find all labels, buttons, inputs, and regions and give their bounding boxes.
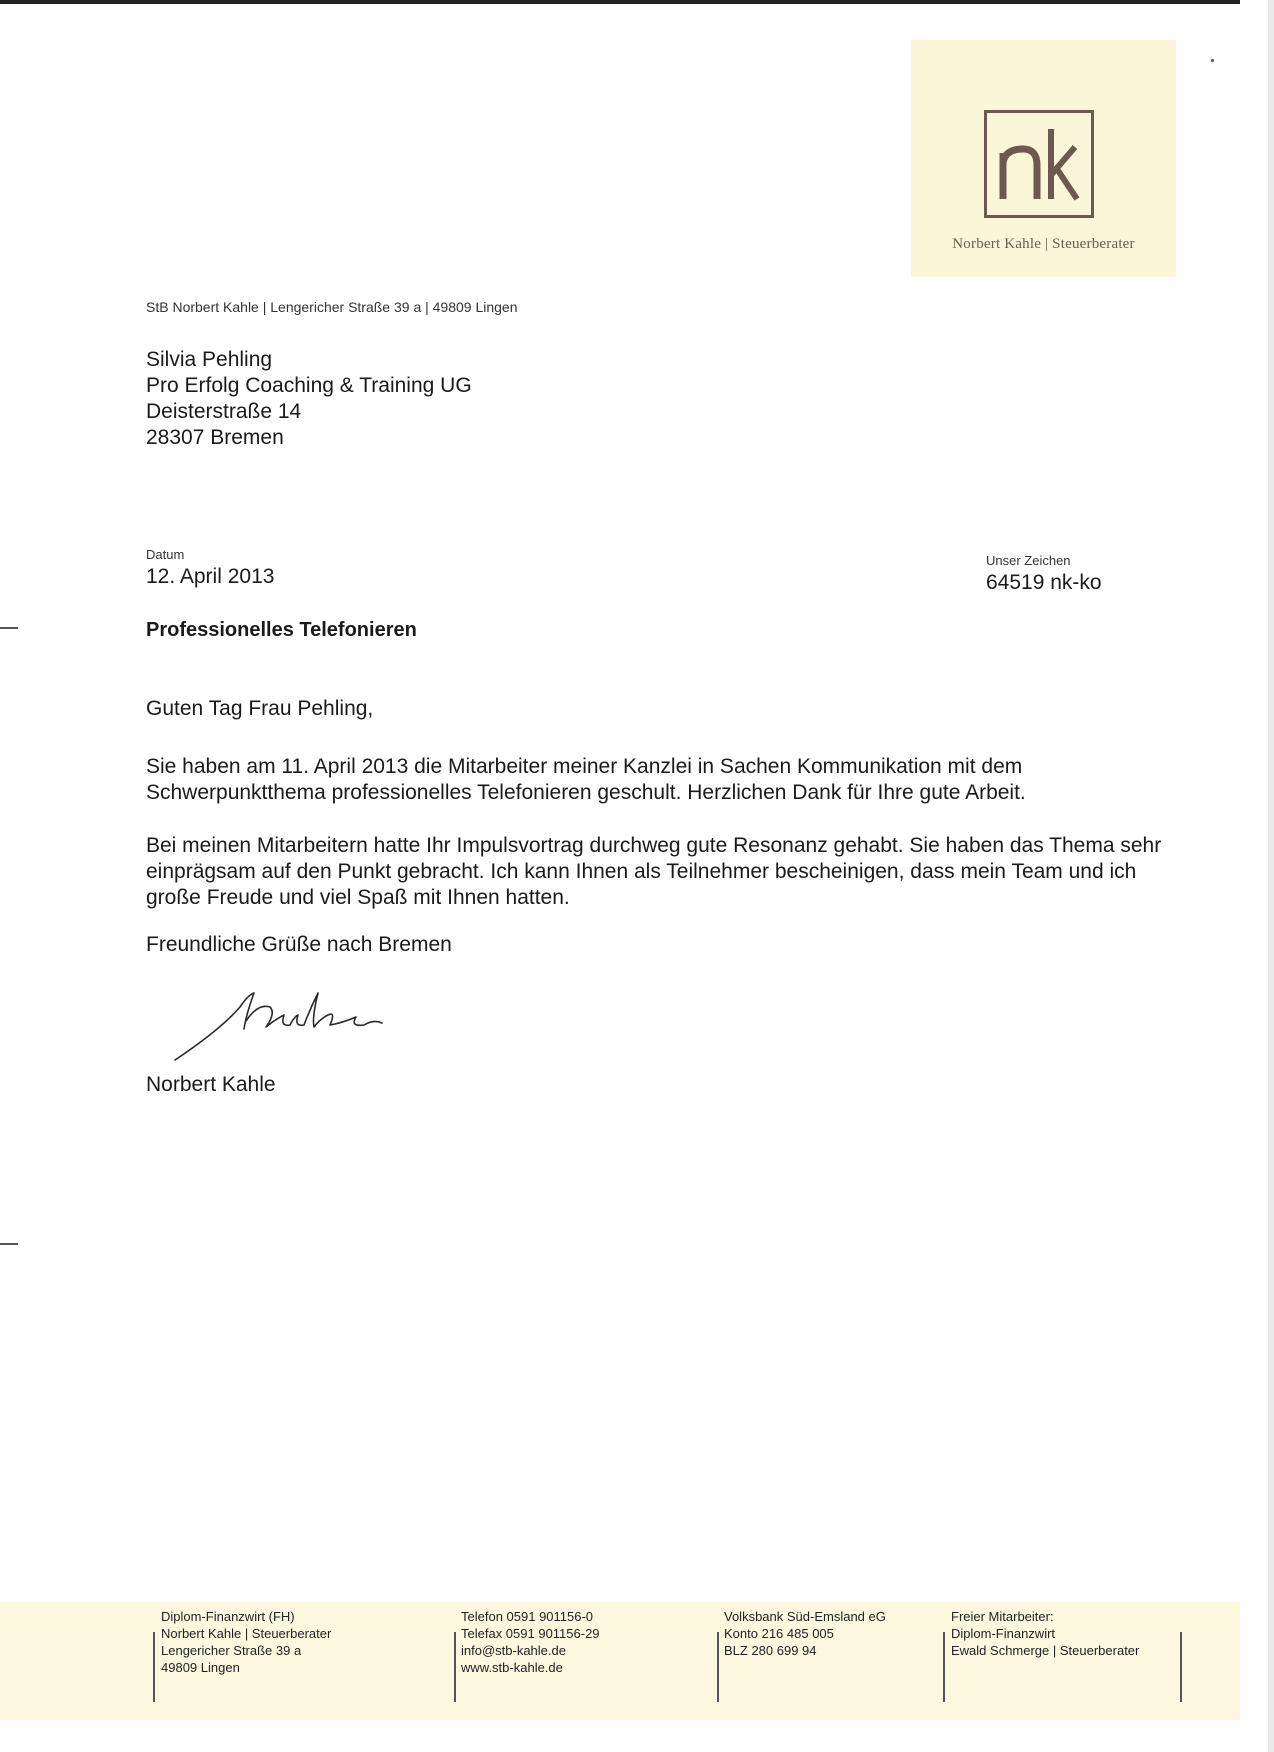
logo-caption: Norbert Kahle | Steuerberater	[952, 236, 1135, 252]
footer-line: Konto 216 485 005	[724, 1626, 834, 1641]
recipient-company: Pro Erfolg Coaching & Training UG	[146, 374, 472, 397]
sender-return-line: StB Norbert Kahle | Lengericher Straße 39 a | 49809 Lingen	[146, 299, 518, 315]
footer-col-office	[161, 1608, 331, 1676]
footer-divider	[153, 1632, 155, 1702]
letterhead-logo	[911, 40, 1176, 277]
footer-col-bank	[724, 1608, 886, 1659]
footer-col-contact	[461, 1608, 600, 1676]
date-value: 12. April 2013	[146, 565, 275, 588]
footer-line: Norbert Kahle | Steuerberater	[161, 1626, 332, 1641]
footer-website: www.stb-kahle.de	[461, 1660, 563, 1675]
letter-footer	[0, 1602, 1240, 1720]
footer-line: Volksbank Süd-Emsland eG	[724, 1609, 886, 1624]
footer-line: Diplom-Finanzwirt	[951, 1626, 1056, 1641]
letter-subject: Professionelles Telefonieren	[146, 619, 417, 641]
footer-line: Ewald Schmerge | Steuerberater	[951, 1643, 1140, 1658]
footer-line: Freier Mitarbeiter:	[951, 1609, 1054, 1624]
footer-divider	[1180, 1632, 1182, 1702]
body-paragraph-1: Sie haben am 11. April 2013 die Mitarbeiter meiner Kanzlei in Sachen Kommunikation mit dem Schwerpunktthema professionelles Telefonieren geschult. Herzlichen Dank für Ihre gute Arbeit.	[146, 755, 1026, 804]
footer-line: Diplom-Finanzwirt (FH)	[161, 1609, 295, 1624]
date-label: Datum	[146, 547, 185, 562]
nk-monogram-logo	[984, 110, 1094, 218]
reference-value: 64519 nk-ko	[986, 571, 1102, 594]
footer-phone: Telefon 0591 901156-0	[461, 1609, 594, 1624]
fold-mark-upper	[0, 627, 18, 629]
reference-block	[986, 553, 1102, 595]
salutation: Guten Tag Frau Pehling,	[146, 697, 374, 720]
recipient-street: Deisterstraße 14	[146, 400, 302, 423]
footer-divider	[717, 1632, 719, 1702]
closing-line: Freundliche Grüße nach Bremen	[146, 933, 452, 956]
reference-label: Unser Zeichen	[986, 553, 1071, 568]
footer-divider	[454, 1632, 456, 1702]
footer-divider	[943, 1632, 945, 1702]
footer-line: BLZ 280 699 94	[724, 1643, 817, 1658]
recipient-address	[146, 347, 472, 451]
scan-top-edge	[0, 0, 1240, 4]
date-block	[146, 547, 274, 589]
scan-right-edge	[1268, 0, 1274, 1752]
handwritten-signature	[160, 985, 440, 1065]
nk-monogram-icon	[997, 125, 1081, 203]
footer-line: 49809 Lingen	[161, 1660, 240, 1675]
scan-speck	[1211, 59, 1214, 62]
footer-line: Lengericher Straße 39 a	[161, 1643, 302, 1658]
footer-fax: Telefax 0591 901156-29	[461, 1626, 600, 1641]
recipient-city: 28307 Bremen	[146, 426, 284, 449]
footer-email: info@stb-kahle.de	[461, 1643, 566, 1658]
body-paragraph-2: Bei meinen Mitarbeitern hatte Ihr Impulsvortrag durchweg gute Resonanz gehabt. Sie haben das Thema sehr einprägsam auf den Punkt gebracht. Ich kann Ihnen als Teilnehmer bescheinigen, dass mein Team und ich große Freude und viel Spaß mit Ihnen hatten.	[146, 834, 1162, 909]
fold-mark-lower	[0, 1243, 18, 1245]
footer-col-associate	[951, 1608, 1139, 1659]
recipient-name: Silvia Pehling	[146, 348, 273, 371]
signer-name: Norbert Kahle	[146, 1073, 276, 1096]
